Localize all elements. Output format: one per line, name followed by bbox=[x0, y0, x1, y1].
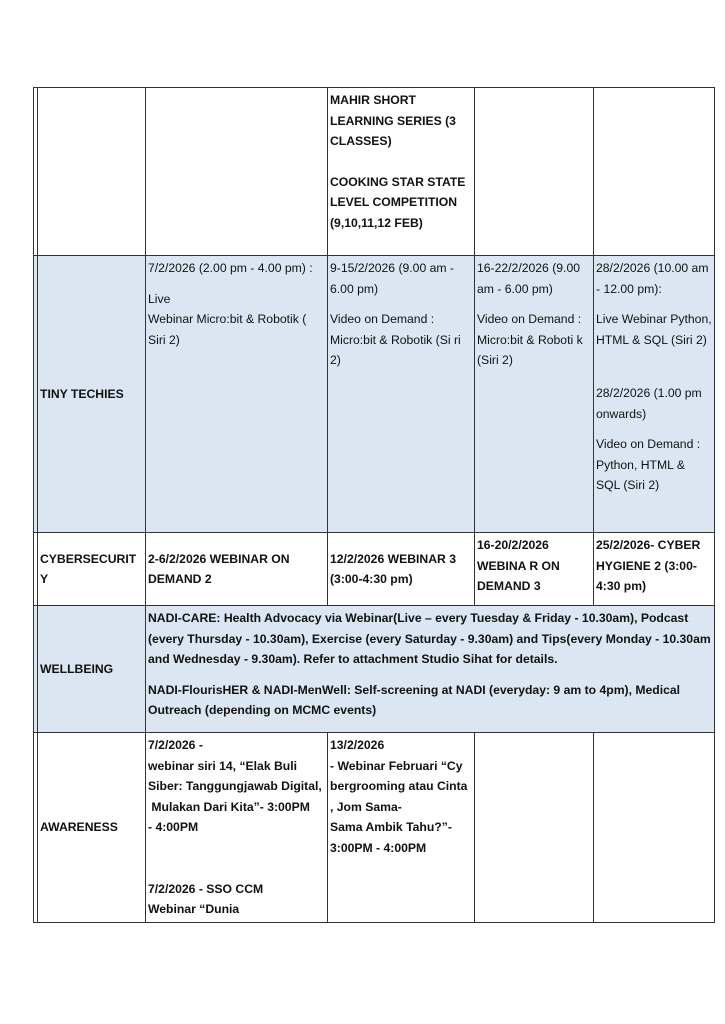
table-cell bbox=[475, 256, 594, 533]
table-cell bbox=[328, 88, 475, 256]
cooking-star-text: COOKING STAR STATE LEVEL COMPETITION (9,10,11,12 FEB) bbox=[330, 174, 466, 230]
schedule-table bbox=[33, 87, 715, 923]
table-cell bbox=[594, 88, 715, 256]
tiny-c1-type: Live bbox=[148, 291, 171, 306]
table-cell bbox=[594, 733, 715, 923]
row-label-tiny-techies: TINY TECHIES bbox=[38, 256, 146, 533]
table-cell bbox=[328, 256, 475, 533]
tiny-c4-text1: Live Webinar Python, HTML & SQL (Siri 2) bbox=[596, 312, 712, 347]
mahir-series-text: MAHIR SHORT LEARNING SERIES (3 CLASSES) bbox=[330, 93, 456, 148]
tiny-c2-text: Video on Demand : Micro:bit & Robotik (Si ri 2) bbox=[330, 312, 461, 367]
tiny-c3-date: 16-22/2/2026 (9.00 am - 6.00 pm) bbox=[477, 261, 580, 296]
cyber-c1: 2-6/2/2026 WEBINAR ON DEMAND 2 bbox=[146, 533, 328, 606]
tiny-c4-date2: 28/2/2026 (1.00 pm onwards) bbox=[596, 386, 702, 421]
tiny-c4-text2: Video on Demand : Python, HTML & SQL (Siri 2) bbox=[596, 437, 701, 492]
tiny-c2-date: 9-15/2/2026 (9.00 am - 6.00 pm) bbox=[330, 261, 454, 296]
table-cell bbox=[146, 256, 328, 533]
cyber-c2: 12/2/2026 WEBINAR 3 (3:00-4:30 pm) bbox=[328, 533, 475, 606]
table-row bbox=[34, 606, 715, 733]
table-cell bbox=[475, 88, 594, 256]
table-cell bbox=[38, 88, 146, 256]
table-cell bbox=[146, 733, 328, 923]
row-label-cybersecurity: CYBERSECURITY bbox=[38, 533, 146, 606]
tiny-c3-text: Video on Demand : Micro:bit & Roboti k (Siri 2) bbox=[477, 312, 583, 367]
awareness-c1-line: 7/2/2026 - SSO CCM bbox=[148, 881, 264, 896]
tiny-c1-text: Webinar Micro:bit & Robotik ( Siri 2) bbox=[148, 312, 307, 347]
wellbeing-flourisher: NADI-FlourisHER & NADI-MenWell: Self-screening at NADI (everyday: 9 am to 4pm), Medical Outreach (depending on MCMC events) bbox=[148, 682, 681, 717]
awareness-c1-line: Mulakan Dari Kita”- 3:00PM bbox=[148, 799, 310, 814]
table-row bbox=[34, 533, 715, 606]
table-cell bbox=[146, 88, 328, 256]
table-cell bbox=[328, 733, 475, 923]
awareness-c1-line: 7/2/2026 - bbox=[148, 738, 203, 752]
awareness-c2-line: Sama Ambik Tahu?”- bbox=[330, 820, 452, 834]
row-label-awareness: AWARENESS bbox=[38, 733, 146, 923]
awareness-c2-line: - Webinar Februari “Cy bbox=[330, 758, 463, 773]
table-cell bbox=[594, 256, 715, 533]
awareness-c1-line: Siber: Tanggungjawab Digital, bbox=[148, 779, 322, 793]
awareness-c1-line: Webinar “Dunia bbox=[148, 902, 240, 916]
awareness-c2-line: 13/2/2026 bbox=[330, 738, 385, 752]
awareness-c1-line: webinar siri 14, “Elak Buli bbox=[148, 758, 298, 773]
wellbeing-nadi-care: NADI-CARE: Health Advocacy via Webinar(Live – every Tuesday & Friday - 10.30am), Podcast (every Thursday - 10.30am), Exercise (every Saturday - 9.30am) and Tips(every Monday - 10.30am and Wednesday - 9.30am). Refer to attachment Studio Sihat for details. bbox=[148, 611, 711, 666]
cyber-c4: 25/2/2026- CYBER HYGIENE 2 (3:00-4:30 pm) bbox=[594, 533, 715, 606]
awareness-c2-line: , Jom Sama- bbox=[330, 799, 402, 814]
awareness-c2-line: bergrooming atau Cinta bbox=[330, 779, 468, 793]
table-row bbox=[34, 256, 715, 533]
table-cell bbox=[475, 733, 594, 923]
table-row bbox=[34, 733, 715, 923]
awareness-c1-line: - 4:00PM bbox=[148, 820, 199, 834]
cyber-c3: 16-20/2/2026 WEBINA R ON DEMAND 3 bbox=[475, 533, 594, 606]
awareness-c2-line: 3:00PM - 4:00PM bbox=[330, 840, 427, 855]
table-row bbox=[34, 88, 715, 256]
wellbeing-cell bbox=[146, 606, 715, 733]
tiny-c1-date: 7/2/2026 (2.00 pm - 4.00 pm) : bbox=[148, 261, 313, 275]
row-label-wellbeing: WELLBEING bbox=[38, 606, 146, 733]
tiny-c4-date1: 28/2/2026 (10.00 am - 12.00 pm): bbox=[596, 261, 709, 296]
